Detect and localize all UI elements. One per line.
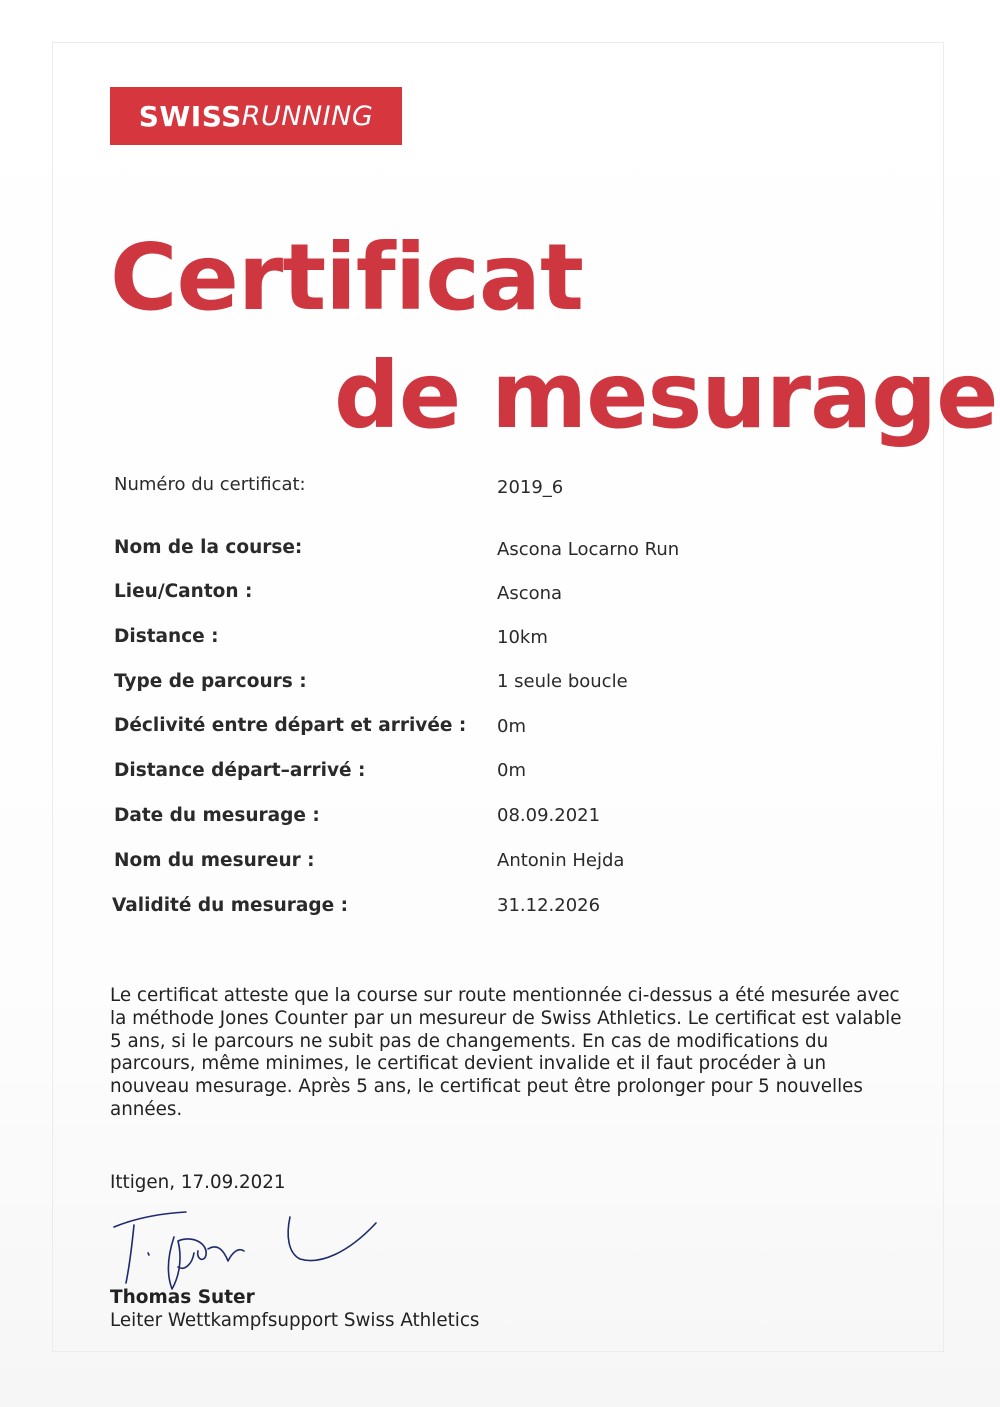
field-label: Nom du mesureur : — [114, 850, 315, 871]
field-row-race-name — [0, 537, 1000, 567]
field-value: 31.12.2026 — [497, 895, 601, 916]
certificate-number-label: Numéro du certificat: — [114, 474, 306, 495]
swiss-running-logo — [110, 87, 402, 145]
field-value: Ascona — [497, 583, 563, 604]
field-label: Date du mesurage : — [114, 805, 320, 826]
field-label: Distance départ–arrivé : — [114, 760, 366, 781]
field-row-measurer-name — [0, 850, 1000, 880]
field-row-start-finish-distance — [0, 760, 1000, 790]
field-row-elevation — [0, 715, 1000, 745]
page-title-line-1: Certificat — [110, 224, 583, 331]
field-row-measurement-date — [0, 805, 1000, 835]
field-value: 1 seule boucle — [497, 671, 628, 692]
handwritten-signature-icon — [108, 1205, 388, 1295]
certificate-statement: Le certificat atteste que la course sur route mentionnée ci-dessus a été mesurée avec la méthode Jones Counter par un mesureur de Swiss Athletics. Le certificat est valable 5 ans, si le parcours ne subit pas de changements. En cas de modifications du parcours, même minimes, le certificat devient invalide et il faut procéder à un nouveau mesurage. Après 5 ans, le certificat peut être prolonger pour 5 nouvelles années. — [110, 985, 902, 1120]
field-label: Déclivité entre départ et arrivée : — [114, 715, 467, 736]
field-row-course-type — [0, 671, 1000, 701]
field-label: Validité du mesurage : — [112, 895, 348, 916]
field-value: 08.09.2021 — [497, 805, 601, 826]
place-and-date: Ittigen, 17.09.2021 — [110, 1172, 286, 1193]
field-value: 0m — [497, 716, 526, 737]
certificate-number-row — [0, 474, 1000, 504]
field-value: 10km — [497, 627, 548, 648]
field-label: Distance : — [114, 626, 219, 647]
field-label: Nom de la course: — [114, 537, 303, 558]
logo-running-text: RUNNING — [241, 100, 374, 132]
field-value: Ascona Locarno Run — [497, 539, 680, 560]
field-label: Lieu/Canton : — [114, 581, 253, 602]
field-row-place — [0, 581, 1000, 611]
field-row-distance — [0, 626, 1000, 656]
field-value: 0m — [497, 760, 526, 781]
page-title-line-2: de mesurage — [334, 342, 998, 449]
signer-name: Thomas Suter — [110, 1287, 255, 1308]
field-label: Type de parcours : — [114, 671, 307, 692]
signer-role: Leiter Wettkampfsupport Swiss Athletics — [110, 1310, 480, 1331]
certificate-number-value: 2019_6 — [497, 477, 564, 498]
field-row-validity — [0, 895, 1000, 925]
logo-swiss-text: SWISS — [138, 99, 242, 133]
field-value: Antonin Hejda — [497, 850, 625, 871]
